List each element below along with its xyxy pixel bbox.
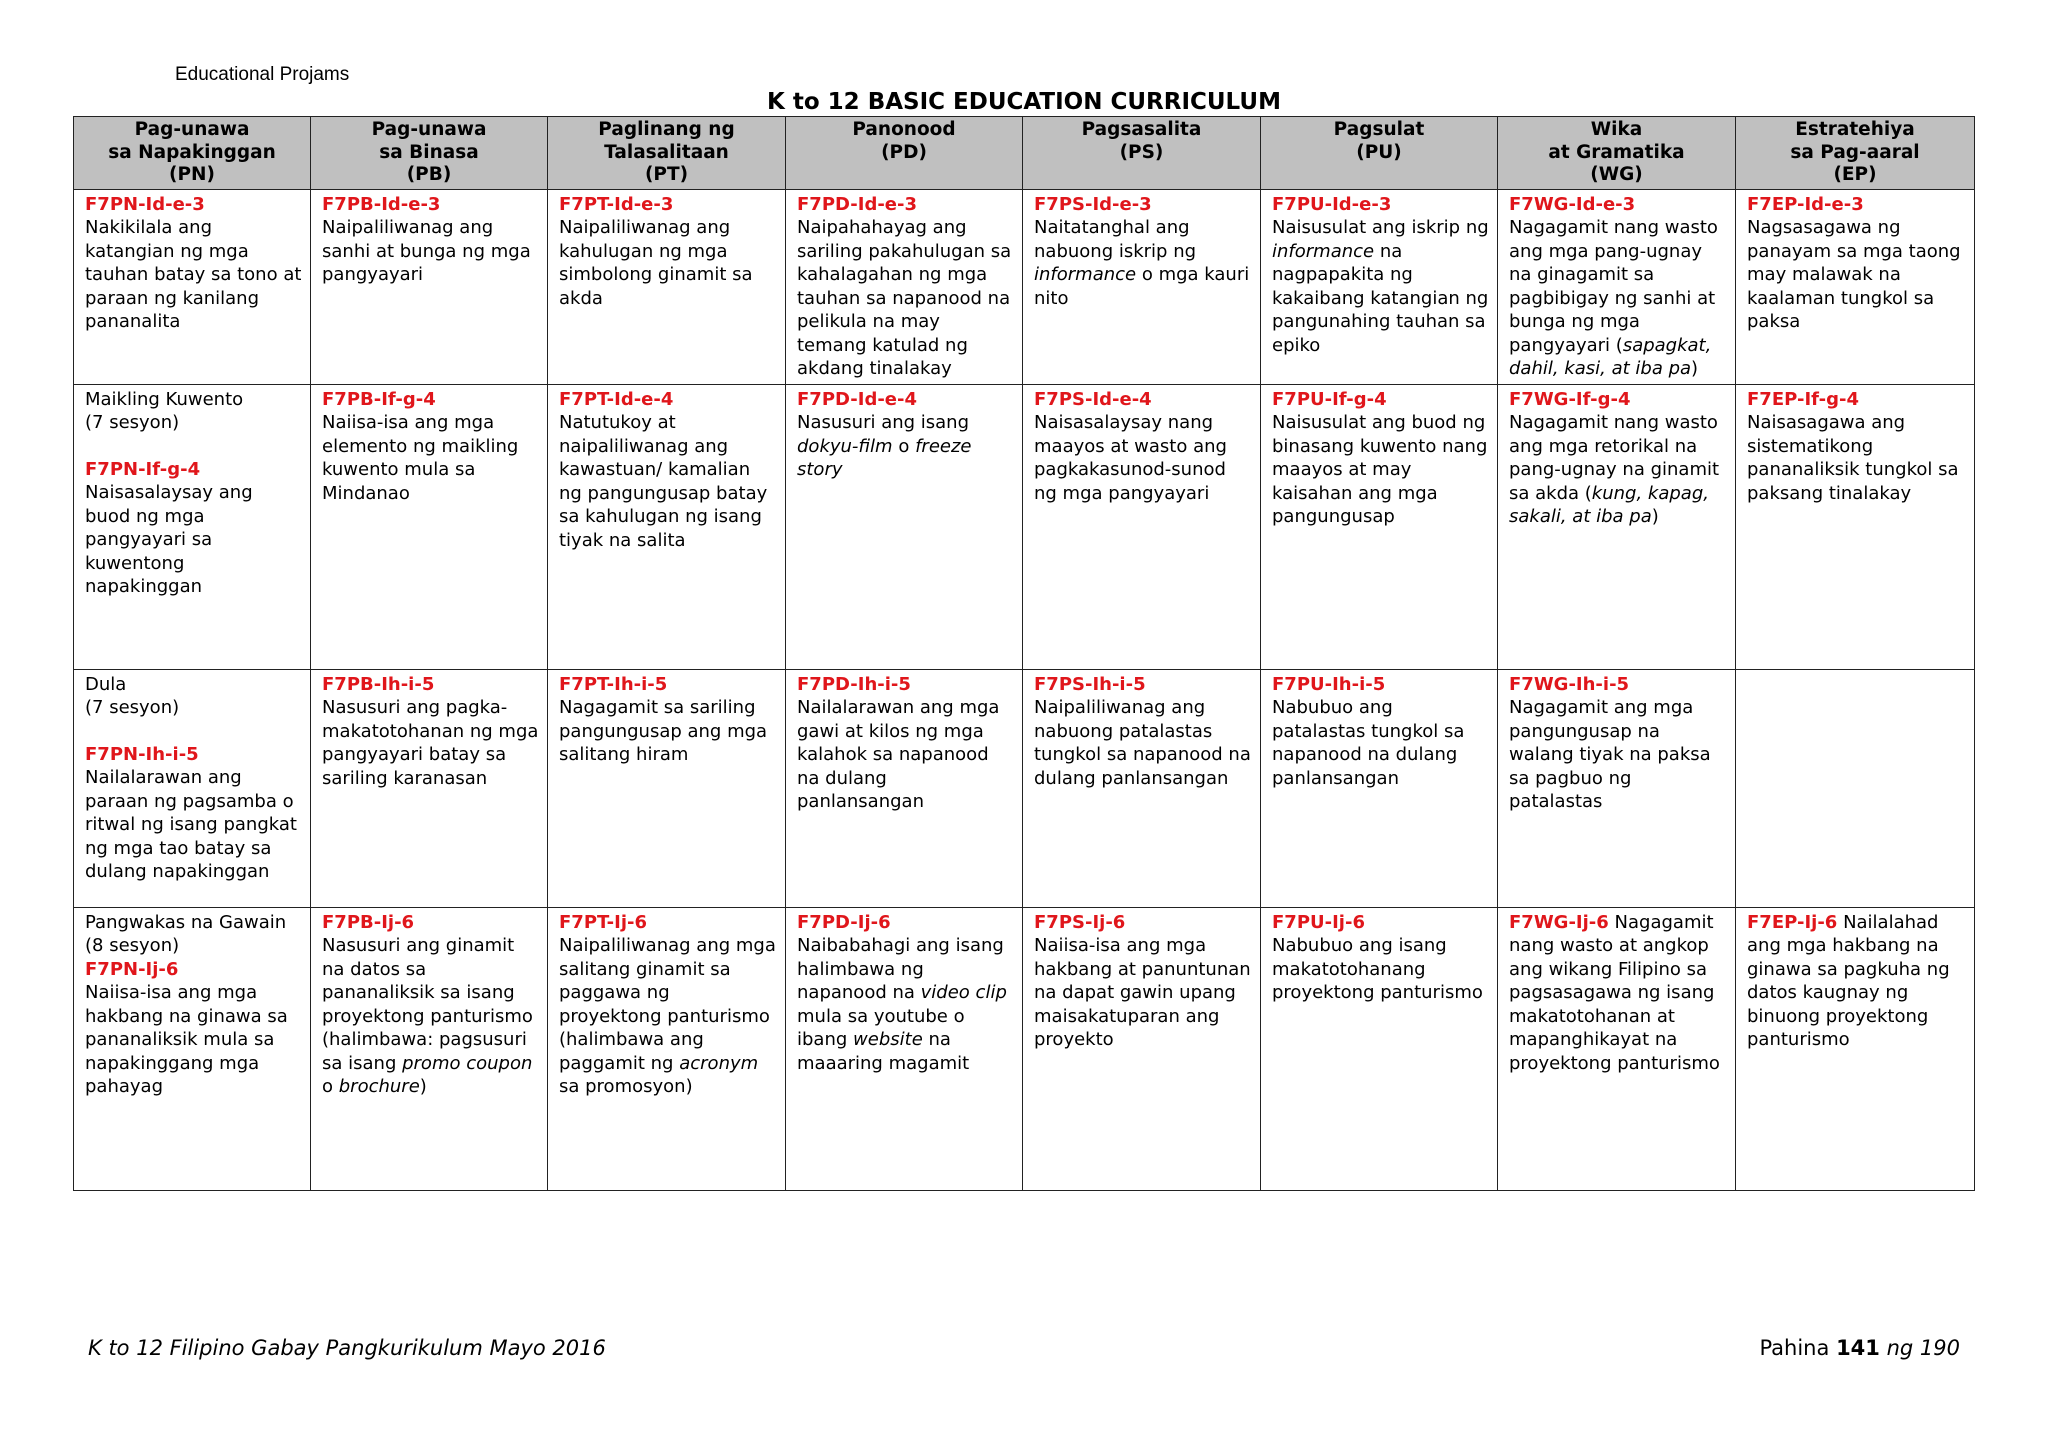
header-row — [74, 117, 1975, 190]
header-wg: Wika at Gramatika (WG) — [1498, 117, 1736, 190]
cell-ps: F7PS-Ih-i-5 Naipaliliwanag ang nabuong patalastas tungkol sa napanood na dulang panlansangan — [1023, 669, 1261, 907]
table-row — [74, 907, 1975, 1190]
cell-pb: F7PB-Id-e-3 Naipaliliwanag ang sanhi at bunga ng mga pangyayari — [311, 189, 548, 384]
cell-pu: F7PU-Ij-6 Nabubuo ang isang makatotohanang proyektong panturismo — [1261, 907, 1498, 1190]
header-pt: Paglinang ng Talasalitaan (PT) — [548, 117, 786, 190]
footer-document-name: K to 12 Filipino Gabay Pangkurikulum Mayo 2016 — [88, 1336, 606, 1360]
cell-pt: F7PT-Ih-i-5 Nagagamit sa sariling pangungusap ang mga salitang hiram — [548, 669, 786, 907]
cell-pn: Pangwakas na Gawain (8 sesyon) F7PN-Ij-6 Naiisa-isa ang mga hakbang na ginawa sa pananaliksik mula sa napakinggang mga pahayag — [74, 907, 311, 1190]
cell-pd: F7PD-Id-e-4 Nasusuri ang isang dokyu-film o freeze story — [786, 384, 1023, 669]
cell-pb: F7PB-Ij-6 Nasusuri ang ginamit na datos sa pananaliksik sa isang proyektong panturismo (halimbawa: pagsusuri sa isang promo coupon o brochure) — [311, 907, 548, 1190]
cell-pu: F7PU-Ih-i-5 Nabubuo ang patalastas tungkol sa napanood na dulang panlansangan — [1261, 669, 1498, 907]
cell-pd: F7PD-Id-e-3 Naipahahayag ang sariling pakahulugan sa kahalagahan ng mga tauhan sa napanood na pelikula na may temang katulad ng akdang tinalakay — [786, 189, 1023, 384]
watermark-text: Educational Projams — [175, 64, 350, 85]
cell-pn: Maikling Kuwento (7 sesyon) F7PN-If-g-4 Naisasalaysay ang buod ng mga pangyayari sa kuwentong napakinggan — [74, 384, 311, 669]
cell-pt: F7PT-Id-e-3 Naipaliliwanag ang kahulugan ng mga simbolong ginamit sa akda — [548, 189, 786, 384]
cell-pb: F7PB-Ih-i-5 Nasusuri ang pagka-makatotohanan ng mga pangyayari batay sa sariling karanasan — [311, 669, 548, 907]
cell-pu: F7PU-Id-e-3 Naisusulat ang iskrip ng informance na nagpapakita ng kakaibang katangian ng pangunahing tauhan sa epiko — [1261, 189, 1498, 384]
cell-pb: F7PB-If-g-4 Naiisa-isa ang mga elemento ng maikling kuwento mula sa Mindanao — [311, 384, 548, 669]
table-row — [74, 384, 1975, 669]
cell-pn: F7PN-Id-e-3 Nakikilala ang katangian ng mga tauhan batay sa tono at paraan ng kanilang pananalita — [74, 189, 311, 384]
header-ep: Estratehiya sa Pag-aaral (EP) — [1736, 117, 1975, 190]
cell-ps: F7PS-Ij-6 Naiisa-isa ang mga hakbang at panuntunan na dapat gawin upang maisakatuparan ang proyekto — [1023, 907, 1261, 1190]
header-pu: Pagsulat (PU) — [1261, 117, 1498, 190]
cell-wg: F7WG-Ij-6 Nagagamit nang wasto at angkop ang wikang Filipino sa pagsasagawa ng isang makatotohanan at mapanghikayat na proyektong panturismo — [1498, 907, 1736, 1190]
cell-pt: F7PT-Ij-6 Naipaliliwanag ang mga salitang ginamit sa paggawa ng proyektong panturismo (halimbawa ang paggamit ng acronym sa promosyon) — [548, 907, 786, 1190]
cell-ps: F7PS-Id-e-3 Naitatanghal ang nabuong iskrip ng informance o mga kauri nito — [1023, 189, 1261, 384]
table-row — [74, 669, 1975, 907]
cell-pt: F7PT-Id-e-4 Natutukoy at naipaliliwanag ang kawastuan/ kamalian ng pangungusap batay sa kahulugan ng isang tiyak na salita — [548, 384, 786, 669]
cell-ep: F7EP-Id-e-3 Nagsasagawa ng panayam sa mga taong may malawak na kaalaman tungkol sa paksa — [1736, 189, 1975, 384]
header-pn: Pag-unawa sa Napakinggan (PN) — [74, 117, 311, 190]
cell-wg: F7WG-Id-e-3 Nagagamit nang wasto ang mga pang-ugnay na ginagamit sa pagbibigay ng sanhi at bunga ng mga pangyayari (sapagkat, dahil, kasi, at iba pa) — [1498, 189, 1736, 384]
header-ps: Pagsasalita (PS) — [1023, 117, 1261, 190]
footer-page-number: Pahina 141 ng 190 — [1759, 1336, 1960, 1360]
cell-ep — [1736, 669, 1975, 907]
table-row — [74, 189, 1975, 384]
cell-pn: Dula (7 sesyon) F7PN-Ih-i-5 Nailalarawan ang paraan ng pagsamba o ritwal ng isang pangkat ng mga tao batay sa dulang napakinggan — [74, 669, 311, 907]
cell-ps: F7PS-Id-e-4 Naisasalaysay nang maayos at wasto ang pagkakasunod-sunod ng mga pangyayari — [1023, 384, 1261, 669]
header-pd: Panonood (PD) — [786, 117, 1023, 190]
cell-ep: F7EP-If-g-4 Naisasagawa ang sistematikong pananaliksik tungkol sa paksang tinalakay — [1736, 384, 1975, 669]
header-pb: Pag-unawa sa Binasa (PB) — [311, 117, 548, 190]
cell-ep: F7EP-Ij-6 Nailalahad ang mga hakbang na ginawa sa pagkuha ng datos kaugnay ng binuong proyektong panturismo — [1736, 907, 1975, 1190]
document-title: K to 12 BASIC EDUCATION CURRICULUM — [767, 89, 1281, 115]
cell-pd: F7PD-Ij-6 Naibabahagi ang isang halimbawa ng napanood na video clip mula sa youtube o ibang website na maaaring magamit — [786, 907, 1023, 1190]
cell-wg: F7WG-If-g-4 Nagagamit nang wasto ang mga retorikal na pang-ugnay na ginamit sa akda (kung, kapag, sakali, at iba pa) — [1498, 384, 1736, 669]
cell-pd: F7PD-Ih-i-5 Nailalarawan ang mga gawi at kilos ng mga kalahok sa napanood na dulang panlansangan — [786, 669, 1023, 907]
curriculum-table — [73, 116, 1975, 1191]
cell-wg: F7WG-Ih-i-5 Nagagamit ang mga pangungusap na walang tiyak na paksa sa pagbuo ng patalastas — [1498, 669, 1736, 907]
cell-pu: F7PU-If-g-4 Naisusulat ang buod ng binasang kuwento nang maayos at may kaisahan ang mga pangungusap — [1261, 384, 1498, 669]
